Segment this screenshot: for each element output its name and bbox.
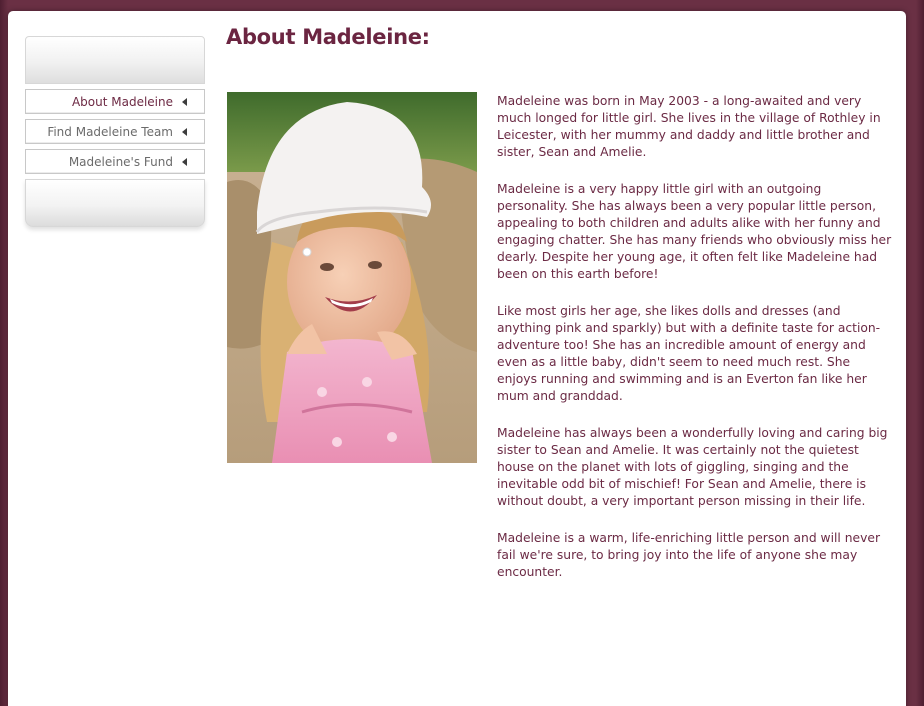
- paragraph: Madeleine has always been a wonderfully loving and caring big sister to Sean and Amelie. It was certainly not the quietest house on the planet with lots of giggling, singing and the inevitable odd bit of mischief! For Sean and Amelie, there is without doubt, a very important person missing in their life.: [497, 426, 888, 508]
- sidebar-item-about-madeleine[interactable]: [25, 89, 205, 114]
- sidebar-header-panel: [25, 36, 205, 84]
- sidebar-item-label: Find Madeleine Team: [47, 124, 173, 139]
- paragraph: Like most girls her age, she likes dolls and dresses (and anything pink and sparkly) but with a definite taste for action-adventure too! She has an incredible amount of energy and even as a little baby, didn't seem to need much rest. She enjoys running and swimming and is an Everton fan like her mum and granddad.: [497, 304, 881, 403]
- sidebar-nav: [25, 89, 205, 179]
- page-title: About Madeleine:: [226, 25, 430, 49]
- paragraph: Madeleine was born in May 2003 - a long-awaited and very much longed for little girl. She lives in the village of Rothley in Leicester, with her mummy and daddy and little brother and sister, Sean and Amelie.: [497, 94, 881, 159]
- paragraph: Madeleine is a very happy little girl with an outgoing personality. She has always been a very popular little person, appealing to both children and adults alike with her funny and engaging chatter. She has many friends who obviously miss her dearly. Despite her young age, it often felt like Madeleine had been on this earth before!: [497, 182, 892, 281]
- arrow-left-icon: [182, 158, 187, 166]
- sidebar-item-find-madeleine-team[interactable]: [25, 119, 205, 144]
- arrow-left-icon: [182, 98, 187, 106]
- sidebar-item-label: About Madeleine: [71, 94, 173, 109]
- about-text: [497, 93, 893, 601]
- sidebar-footer-panel: [25, 179, 205, 227]
- sidebar-item-madeleines-fund[interactable]: [25, 149, 205, 174]
- page-panel: [8, 11, 906, 706]
- sidebar-item-label: Madeleine's Fund: [68, 154, 173, 169]
- arrow-left-icon: [182, 128, 187, 136]
- paragraph: Madeleine is a warm, life-enriching little person and will never fail we're sure, to bring joy into the life of anyone she may encounter.: [497, 531, 881, 579]
- portrait-photo: [227, 92, 477, 463]
